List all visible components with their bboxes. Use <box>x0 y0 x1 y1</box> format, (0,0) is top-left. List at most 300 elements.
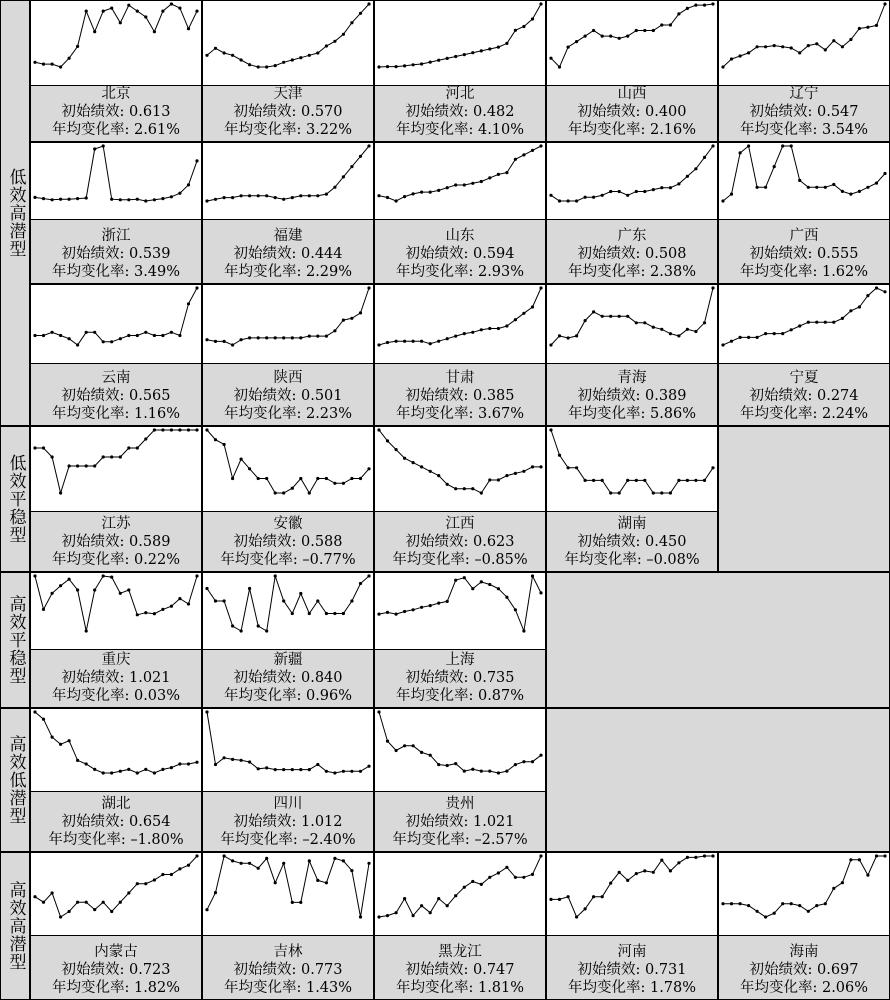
data-point <box>119 198 122 201</box>
province-cell <box>374 852 546 1000</box>
data-point <box>747 51 750 54</box>
data-point <box>488 770 491 773</box>
data-point <box>342 859 345 862</box>
data-point <box>694 330 697 333</box>
data-point <box>454 579 457 582</box>
data-point <box>849 309 852 312</box>
data-point <box>412 63 415 66</box>
data-point <box>677 861 680 864</box>
sparkline-svg <box>375 853 545 935</box>
province-name: 辽宁 <box>789 86 819 102</box>
sparkline-chart <box>719 1 889 86</box>
province-cell <box>718 142 890 284</box>
data-point <box>195 761 198 764</box>
sparkline-chart <box>31 853 201 936</box>
data-point <box>531 149 534 152</box>
data-point <box>669 186 672 189</box>
annual-change-rate: 年均变化率: –0.08% <box>564 552 700 568</box>
data-point <box>567 199 570 202</box>
province-cell <box>546 426 718 572</box>
data-point <box>342 770 345 773</box>
data-point <box>333 857 336 860</box>
initial-performance: 初始绩效: 0.589 <box>61 534 171 550</box>
data-point <box>730 57 733 60</box>
data-point <box>807 44 810 47</box>
province-cell <box>202 708 374 852</box>
data-point <box>240 458 243 461</box>
data-point <box>454 894 457 897</box>
data-point <box>76 197 79 200</box>
data-point <box>471 51 474 54</box>
data-point <box>359 915 362 918</box>
data-point <box>308 194 311 197</box>
sparkline-svg <box>203 573 373 649</box>
data-point <box>265 629 268 632</box>
series-line <box>379 856 541 917</box>
sparkline-svg <box>375 573 545 649</box>
data-point <box>549 194 552 197</box>
data-point <box>342 612 345 615</box>
data-point <box>59 915 62 918</box>
data-point <box>76 588 79 591</box>
data-point <box>42 446 45 449</box>
data-point <box>866 874 869 877</box>
sparkline-chart <box>203 1 373 86</box>
data-point <box>463 332 466 335</box>
series-line <box>551 430 713 493</box>
data-point <box>798 51 801 54</box>
data-point <box>849 858 852 861</box>
data-point <box>764 45 767 48</box>
data-point <box>291 901 294 904</box>
data-point <box>248 194 251 197</box>
cell-info <box>719 85 889 141</box>
data-point <box>350 770 353 773</box>
data-point <box>153 771 156 774</box>
data-point <box>223 443 226 446</box>
data-point <box>747 144 750 147</box>
data-point <box>815 186 818 189</box>
data-point <box>773 165 776 168</box>
data-point <box>93 588 96 591</box>
cell-info <box>375 227 545 283</box>
data-point <box>223 599 226 602</box>
data-point <box>514 158 517 161</box>
data-point <box>59 65 62 68</box>
data-point <box>412 340 415 343</box>
data-point <box>85 464 88 467</box>
data-point <box>240 759 243 762</box>
series-line <box>35 576 197 631</box>
data-point <box>68 739 71 742</box>
data-point <box>231 624 234 627</box>
data-point <box>291 768 294 771</box>
sparkline-svg <box>203 285 373 363</box>
data-point <box>677 12 680 15</box>
data-point <box>412 744 415 747</box>
sparkline-chart <box>31 573 201 650</box>
data-point <box>342 482 345 485</box>
annual-change-rate: 年均变化率: 0.96% <box>223 688 353 704</box>
cell-info <box>31 943 201 999</box>
data-point <box>223 854 226 857</box>
group-label: 低效高潜型 <box>5 168 26 258</box>
data-point <box>395 199 398 202</box>
cell-info <box>31 651 201 707</box>
data-point <box>703 479 706 482</box>
data-point <box>446 483 449 486</box>
data-point <box>187 428 190 431</box>
initial-performance: 初始绩效: 0.723 <box>61 962 171 978</box>
data-point <box>488 583 491 586</box>
data-point <box>282 61 285 64</box>
data-point <box>93 30 96 33</box>
sparkline-chart <box>31 1 201 86</box>
data-point <box>480 491 483 494</box>
data-point <box>85 10 88 13</box>
data-point <box>618 871 621 874</box>
initial-performance: 初始绩效: 0.773 <box>233 962 343 978</box>
data-point <box>875 182 878 185</box>
data-point <box>522 25 525 28</box>
data-point <box>756 336 759 339</box>
data-point <box>178 762 181 765</box>
data-point <box>102 455 105 458</box>
initial-performance: 初始绩效: 0.547 <box>749 104 859 120</box>
data-point <box>858 27 861 30</box>
data-point <box>367 467 370 470</box>
data-point <box>333 771 336 774</box>
data-point <box>669 491 672 494</box>
data-point <box>291 487 294 490</box>
group-label: 高效低潜型 <box>5 735 26 825</box>
data-point <box>584 479 587 482</box>
data-point <box>781 902 784 905</box>
annual-change-rate: 年均变化率: 2.93% <box>395 264 525 280</box>
data-point <box>153 612 156 615</box>
data-point <box>240 194 243 197</box>
initial-performance: 初始绩效: 0.444 <box>233 246 343 262</box>
data-point <box>127 891 130 894</box>
data-point <box>359 311 362 314</box>
data-point <box>522 312 525 315</box>
data-point <box>592 29 595 32</box>
data-point <box>127 588 130 591</box>
data-point <box>575 40 578 43</box>
annual-change-rate: 年均变化率: 2.06% <box>739 980 869 996</box>
data-point <box>214 438 217 441</box>
data-point <box>248 862 251 865</box>
data-point <box>231 758 234 761</box>
data-point <box>136 198 139 201</box>
data-point <box>669 23 672 26</box>
data-point <box>694 479 697 482</box>
cell-info <box>203 515 373 571</box>
data-point <box>601 315 604 318</box>
data-point <box>144 611 147 614</box>
annual-change-rate: 年均变化率: 2.29% <box>223 264 353 280</box>
data-point <box>299 901 302 904</box>
data-point <box>395 448 398 451</box>
data-point <box>299 194 302 197</box>
data-point <box>558 334 561 337</box>
data-point <box>601 895 604 898</box>
data-point <box>178 334 181 337</box>
data-point <box>359 155 362 158</box>
data-point <box>660 328 663 331</box>
data-point <box>454 183 457 186</box>
data-point <box>531 305 534 308</box>
data-point <box>68 198 71 201</box>
data-point <box>170 195 173 198</box>
data-point <box>93 147 96 150</box>
province-cell <box>374 142 546 284</box>
data-point <box>76 901 79 904</box>
data-point <box>316 879 319 882</box>
data-point <box>635 479 638 482</box>
data-point <box>282 336 285 339</box>
data-point <box>265 336 268 339</box>
group-label-cell <box>0 708 30 852</box>
data-point <box>350 869 353 872</box>
data-point <box>51 198 54 201</box>
data-point <box>514 763 517 766</box>
group-label: 高效高潜型 <box>5 881 26 971</box>
data-point <box>161 197 164 200</box>
data-point <box>299 477 302 480</box>
data-point <box>403 340 406 343</box>
data-point <box>652 326 655 329</box>
series-line <box>379 430 541 493</box>
cell-info <box>203 651 373 707</box>
sparkline-svg <box>31 573 201 649</box>
annual-change-rate: 年均变化率: –2.57% <box>392 832 528 848</box>
data-point <box>153 334 156 337</box>
province-cell <box>30 142 202 284</box>
data-point <box>660 186 663 189</box>
data-point <box>367 574 370 577</box>
data-point <box>429 470 432 473</box>
data-point <box>231 477 234 480</box>
province-name: 河南 <box>617 944 647 960</box>
data-point <box>756 45 759 48</box>
data-point <box>153 30 156 33</box>
data-point <box>51 592 54 595</box>
data-point <box>377 194 380 197</box>
data-point <box>68 910 71 913</box>
sparkline-svg <box>719 143 889 219</box>
data-point <box>635 321 638 324</box>
data-point <box>93 768 96 771</box>
data-point <box>42 901 45 904</box>
data-point <box>471 182 474 185</box>
data-point <box>386 914 389 917</box>
data-point <box>214 891 217 894</box>
data-point <box>841 45 844 48</box>
data-point <box>539 144 542 147</box>
province-cell <box>30 572 202 708</box>
data-point <box>170 428 173 431</box>
data-point <box>437 59 440 62</box>
data-point <box>178 428 181 431</box>
data-point <box>592 479 595 482</box>
data-point <box>367 862 370 865</box>
cell-info <box>547 943 717 999</box>
cell-info <box>547 85 717 141</box>
data-point <box>144 437 147 440</box>
initial-performance: 初始绩效: 0.555 <box>749 246 859 262</box>
data-point <box>858 305 861 308</box>
data-point <box>257 867 260 870</box>
data-point <box>274 491 277 494</box>
data-point <box>463 183 466 186</box>
data-point <box>178 192 181 195</box>
data-point <box>33 334 36 337</box>
data-point <box>429 342 432 345</box>
data-point <box>567 895 570 898</box>
data-point <box>694 4 697 7</box>
initial-performance: 初始绩效: 0.565 <box>61 388 171 404</box>
annual-change-rate: 年均变化率: 0.22% <box>51 552 181 568</box>
sparkline-chart <box>31 143 201 220</box>
province-name: 重庆 <box>101 652 131 668</box>
data-point <box>231 196 234 199</box>
sparkline-svg <box>203 427 373 511</box>
data-point <box>153 878 156 881</box>
data-point <box>480 580 483 583</box>
province-cell <box>202 284 374 426</box>
province-name: 江西 <box>445 516 475 532</box>
sparkline-chart <box>375 285 545 364</box>
data-point <box>694 856 697 859</box>
data-point <box>739 151 742 154</box>
data-point <box>660 23 663 26</box>
data-point <box>33 196 36 199</box>
data-point <box>119 901 122 904</box>
initial-performance: 初始绩效: 0.594 <box>405 246 515 262</box>
sparkline-chart <box>375 853 545 936</box>
data-point <box>333 186 336 189</box>
data-point <box>531 465 534 468</box>
data-point <box>446 186 449 189</box>
initial-performance: 初始绩效: 0.539 <box>61 246 171 262</box>
data-point <box>497 173 500 176</box>
annual-change-rate: 年均变化率: 2.24% <box>739 406 869 422</box>
annual-change-rate: 年均变化率: 0.87% <box>395 688 525 704</box>
initial-performance: 初始绩效: 0.274 <box>749 388 859 404</box>
series-line <box>551 856 713 917</box>
data-point <box>488 876 491 879</box>
data-point <box>127 768 130 771</box>
province-cell <box>30 0 202 142</box>
sparkline-svg <box>31 285 201 363</box>
data-point <box>575 915 578 918</box>
annual-change-rate: 年均变化率: 2.23% <box>223 406 353 422</box>
data-point <box>403 64 406 67</box>
data-point <box>790 144 793 147</box>
data-point <box>51 736 54 739</box>
province-cell <box>546 852 718 1000</box>
data-point <box>463 886 466 889</box>
data-point <box>471 880 474 883</box>
data-point <box>480 883 483 886</box>
data-point <box>231 343 234 346</box>
data-point <box>33 574 36 577</box>
data-point <box>231 54 234 57</box>
data-point <box>514 608 517 611</box>
data-point <box>626 35 629 38</box>
data-point <box>539 854 542 857</box>
data-point <box>437 474 440 477</box>
data-point <box>214 47 217 50</box>
data-point <box>739 336 742 339</box>
data-point <box>497 478 500 481</box>
cell-info <box>547 227 717 283</box>
series-line <box>35 4 197 67</box>
data-point <box>274 336 277 339</box>
data-point <box>875 286 878 289</box>
data-point <box>367 765 370 768</box>
data-point <box>463 770 466 773</box>
data-point <box>575 466 578 469</box>
data-point <box>463 576 466 579</box>
data-point <box>567 336 570 339</box>
data-point <box>350 21 353 24</box>
series-line <box>379 146 541 201</box>
initial-performance: 初始绩效: 0.570 <box>233 104 343 120</box>
sparkline-chart <box>31 427 201 512</box>
sparkline-chart <box>203 427 373 512</box>
data-point <box>866 294 869 297</box>
data-point <box>522 470 525 473</box>
province-cell <box>546 142 718 284</box>
initial-performance: 初始绩效: 0.697 <box>749 962 859 978</box>
data-point <box>841 317 844 320</box>
data-point <box>643 190 646 193</box>
data-point <box>377 65 380 68</box>
annual-change-rate: 年均变化率: 0.03% <box>51 688 181 704</box>
series-line <box>207 576 369 631</box>
data-point <box>282 599 285 602</box>
initial-performance: 初始绩效: 0.613 <box>61 104 171 120</box>
data-point <box>463 487 466 490</box>
data-point <box>308 859 311 862</box>
province-name: 甘肃 <box>445 370 475 386</box>
data-point <box>549 57 552 60</box>
annual-change-rate: 年均变化率: –0.85% <box>392 552 528 568</box>
data-point <box>110 455 113 458</box>
data-point <box>51 455 54 458</box>
sparkline-chart <box>31 709 201 792</box>
data-point <box>316 763 319 766</box>
data-point <box>454 487 457 490</box>
data-point <box>205 428 208 431</box>
data-point <box>866 186 869 189</box>
province-name: 安徽 <box>273 516 303 532</box>
data-point <box>635 29 638 32</box>
cell-info <box>203 943 373 999</box>
data-point <box>85 331 88 334</box>
empty-cell <box>718 426 890 572</box>
data-point <box>367 2 370 5</box>
data-point <box>531 574 534 577</box>
sparkline-svg <box>547 285 717 363</box>
data-point <box>170 766 173 769</box>
data-point <box>214 340 217 343</box>
data-point <box>274 881 277 884</box>
data-point <box>161 428 164 431</box>
sparkline-chart <box>203 285 373 364</box>
